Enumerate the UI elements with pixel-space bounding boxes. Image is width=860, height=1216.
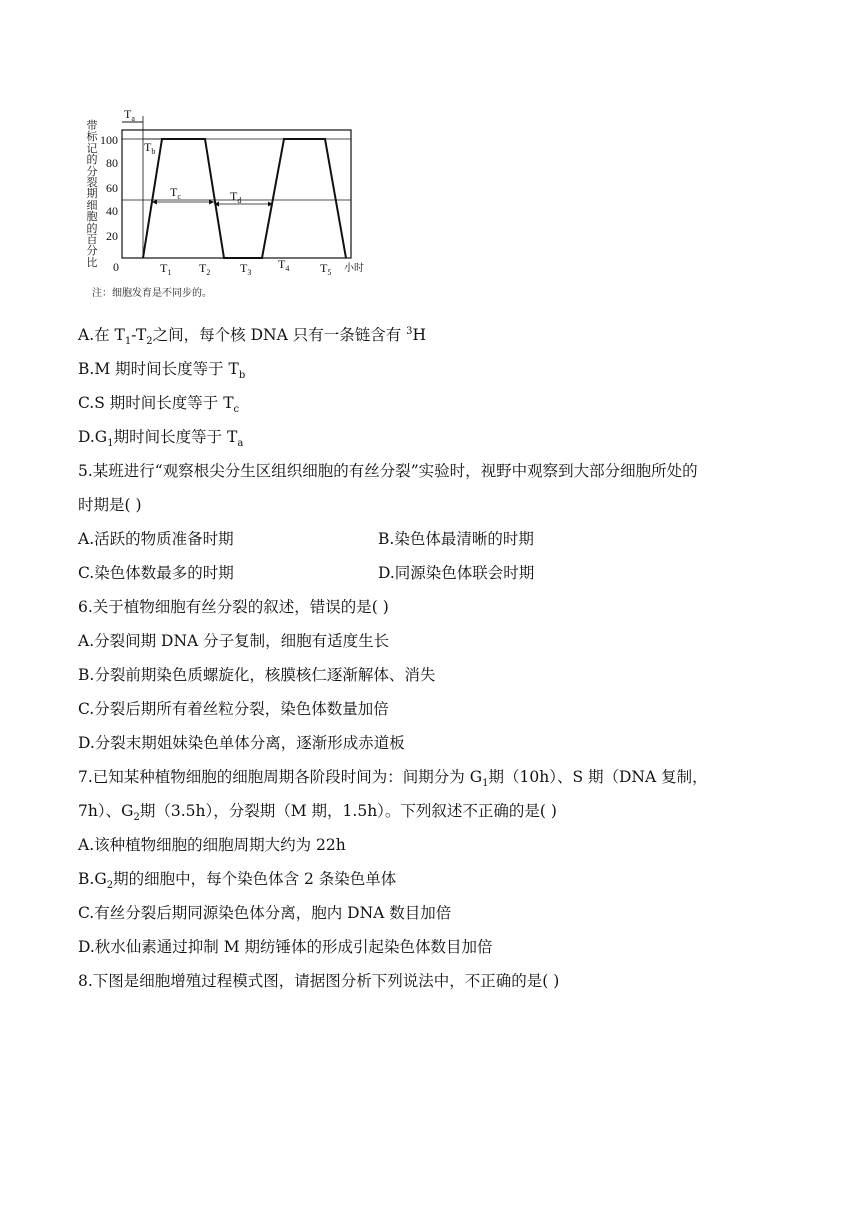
ytick-40: 40 xyxy=(106,204,118,218)
q6-option-a: A.分裂间期 DNA 分子复制，细胞有适度生长 xyxy=(78,632,390,650)
q6-stem: 6.关于植物细胞有丝分裂的叙述，错误的是( ) xyxy=(78,598,389,616)
xtick-t2: $T_2$ xyxy=(199,261,211,277)
ytick-60: 60 xyxy=(106,181,118,195)
cell-cycle-figure xyxy=(80,100,370,300)
q5-stem-line2: 时期是( ) xyxy=(78,496,142,514)
ytick-20: 20 xyxy=(106,229,118,243)
q6-option-b: B.分裂前期染色质螺旋化，核膜核仁逐渐解体、消失 xyxy=(78,666,436,684)
question-text xyxy=(78,318,778,998)
q7-option-a: A.该种植物细胞的细胞周期大约为 22h xyxy=(78,836,346,854)
q6-option-d: D.分裂末期姐妹染色单体分离，逐渐形成赤道板 xyxy=(78,734,405,752)
q5-options-cd xyxy=(78,556,778,590)
tb-label: $T_b$ xyxy=(144,140,156,156)
q8-stem: 8.下图是细胞增殖过程模式图，请据图分析下列说法中，不正确的是( ) xyxy=(78,972,560,990)
q5-option-a: A.活跃的物质准备时期 xyxy=(78,530,234,548)
xtick-t1: $T_1$ xyxy=(160,261,172,277)
xtick-t3: $T_3$ xyxy=(240,261,252,277)
q7-option-b: $B.G_2$期的细胞中，每个染色体含 2 条染色单体 xyxy=(78,870,397,892)
ytick-100: 100 xyxy=(100,133,118,147)
figure-graph xyxy=(80,100,370,285)
q5-option-c: C.染色体数最多的时期 xyxy=(78,564,234,582)
figure-y-axis-label: 带标记的分裂期细胞的百分比 xyxy=(86,119,98,269)
q5-options-ab xyxy=(78,522,778,556)
q4-option-b: B.M 期时间长度等于 $T_b$ xyxy=(78,360,246,382)
xtick-t5: $T_5$ xyxy=(320,261,332,277)
q6-option-c: C.分裂后期所有着丝粒分裂，染色体数量加倍 xyxy=(78,700,389,718)
q4-option-c: C.S 期时间长度等于 $T_c$ xyxy=(78,394,240,416)
q7-option-c: C.有丝分裂后期同源染色体分离，胞内 DNA 数目加倍 xyxy=(78,904,452,922)
q5-stem-line1: 5.某班进行“观察根尖分生区组织细胞的有丝分裂”实验时，视野中观察到大部分细胞所处的 xyxy=(78,462,698,480)
ytick-80: 80 xyxy=(106,156,118,170)
ta-label: $T_a$ xyxy=(124,107,135,123)
xtick-t4: $T_4$ xyxy=(278,257,290,273)
q5-option-b: B.染色体最清晰的时期 xyxy=(378,530,534,548)
q7-option-d: D.秋水仙素通过抑制 M 期纺锤体的形成引起染色体数目加倍 xyxy=(78,938,493,956)
tc-label: $T_c$ xyxy=(170,185,181,201)
figure-note: 注：细胞发育是不同步的。 xyxy=(92,288,212,299)
ytick-0: 0 xyxy=(113,260,119,274)
q5-option-d: D.同源染色体联会时期 xyxy=(378,564,535,582)
q4-option-d: $D.G_1$期时间长度等于 $T_a$ xyxy=(78,428,244,450)
td-label: $T_d$ xyxy=(230,189,242,205)
q7-stem-line2: 7h）、$G_2$期（3.5h），分裂期（M 期，1.5h）。下列叙述不正确的是( ) xyxy=(78,802,557,824)
xaxis-unit: 小时 xyxy=(344,263,364,274)
q4-option-a: A.在 $T_1-T_2$之间，每个核 DNA 只有一条链含有 $^3$H xyxy=(78,325,427,348)
q7-stem-line1: 7.已知某种植物细胞的细胞周期各阶段时间为：间期分为 $G_1$期（10h）、S 期（DNA 复制， xyxy=(78,768,708,790)
